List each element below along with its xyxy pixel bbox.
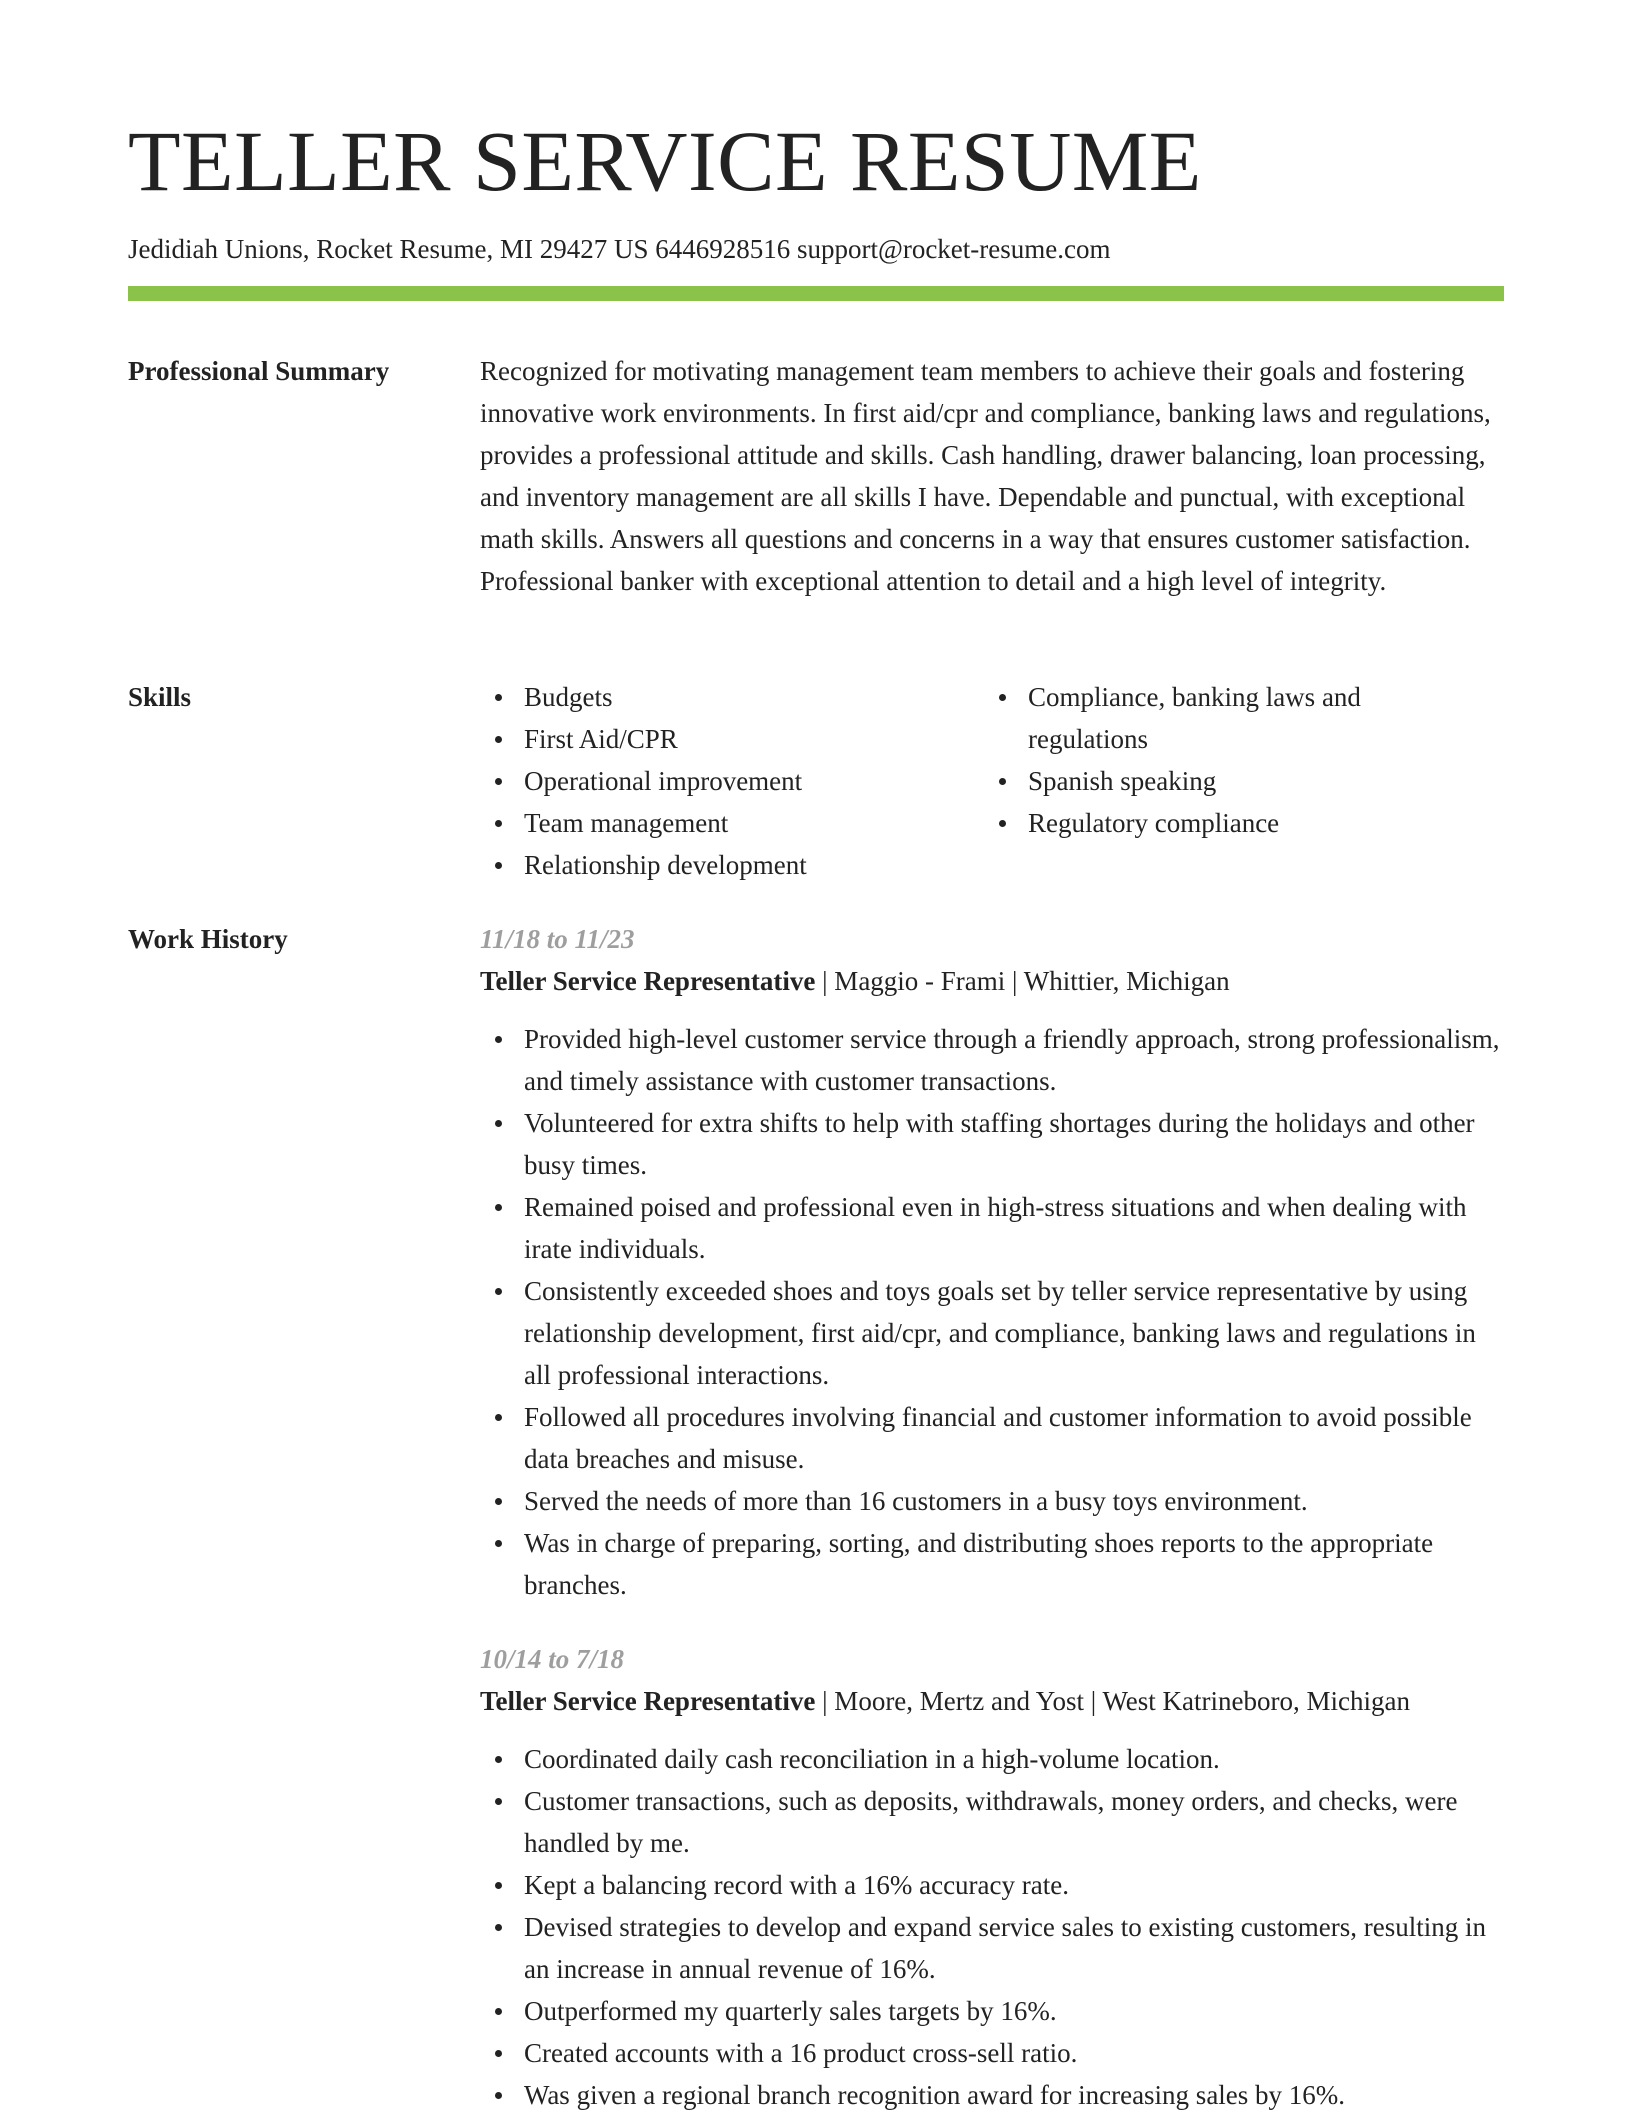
job-bullet: Volunteered for extra shifts to help with staffing shortages during the holidays and other busy times. (480, 1102, 1504, 1186)
summary-text: Recognized for motivating management team members to achieve their goals and fostering innovative work environments. In first aid/cpr and compliance, banking laws and regulations, provides a professional attitude and skills. Cash handling, drawer balancing, loan processing, and inventory management are all skills I have. Dependable and punctual, with exceptional math skills. Answers all questions and concerns in a way that ensures customer satisfaction. Professional banker with exceptional attention to detail and a high level of integrity. (480, 356, 1491, 596)
skill-item: First Aid/CPR (480, 718, 970, 760)
job-bullet: Outperformed my quarterly sales targets by 16%. (480, 1990, 1504, 2032)
job-bullet: Followed all procedures involving financial and customer information to avoid possible data breaches and misuse. (480, 1396, 1504, 1480)
job-bullet: Created accounts with a 16 product cross-sell ratio. (480, 2032, 1504, 2074)
job-bullet: Consistently exceeded shoes and toys goals set by teller service representative by using relationship development, first aid/cpr, and compliance, banking laws and regulations in all professional interactions. (480, 1270, 1504, 1396)
contact-line: Jedidiah Unions, Rocket Resume, MI 29427 US 6446928516 support@rocket-resume.com (128, 234, 1111, 264)
job-header (480, 1680, 1504, 1722)
job-bullet: Served the needs of more than 16 customers in a busy toys environment. (480, 1480, 1504, 1522)
skills-list-left (480, 676, 970, 886)
job-title: Teller Service Representative (480, 966, 816, 996)
job-bullet: Was given a regional branch recognition award for increasing sales by 16%. (480, 2074, 1504, 2116)
job-bullet: Devised strategies to develop and expand service sales to existing customers, resulting in an increase in annual revenue of 16%. (480, 1906, 1504, 1990)
job-bullet: Kept a balancing record with a 16% accuracy rate. (480, 1864, 1504, 1906)
job-bullet: Coordinated daily cash reconciliation in a high-volume location. (480, 1738, 1504, 1780)
skills-heading: Skills (128, 682, 192, 712)
work-history-heading: Work History (128, 924, 288, 954)
job-entry (480, 1638, 1504, 2116)
job-bullet: Customer transactions, such as deposits, withdrawals, money orders, and checks, were handled by me. (480, 1780, 1504, 1864)
summary-heading: Professional Summary (128, 356, 390, 386)
job-details: | Maggio - Frami | Whittier, Michigan (815, 966, 1230, 996)
skill-item: Budgets (480, 676, 970, 718)
job-entry (480, 918, 1504, 1606)
job-title: Teller Service Representative (480, 1686, 816, 1716)
skills-list-right (984, 676, 1414, 844)
accent-divider (128, 286, 1504, 301)
job-bullet-list (480, 1738, 1504, 2116)
skill-item: Relationship development (480, 844, 970, 886)
resume-title: TELLER SERVICE RESUME (128, 113, 1202, 209)
job-dates: 11/18 to 11/23 (480, 924, 635, 954)
skill-item: Compliance, banking laws and regulations (984, 676, 1414, 760)
job-header (480, 960, 1504, 1002)
job-dates: 10/14 to 7/18 (480, 1644, 625, 1674)
skill-item: Regulatory compliance (984, 802, 1414, 844)
skill-item: Team management (480, 802, 970, 844)
job-details: | Moore, Mertz and Yost | West Katrineboro, Michigan (815, 1686, 1410, 1716)
skill-item: Operational improvement (480, 760, 970, 802)
skill-item: Spanish speaking (984, 760, 1414, 802)
job-bullet: Provided high-level customer service through a friendly approach, strong professionalism, and timely assistance with customer transactions. (480, 1018, 1504, 1102)
job-bullet: Remained poised and professional even in high-stress situations and when dealing with irate individuals. (480, 1186, 1504, 1270)
job-bullet-list (480, 1018, 1504, 1606)
job-bullet: Was in charge of preparing, sorting, and distributing shoes reports to the appropriate branches. (480, 1522, 1504, 1606)
